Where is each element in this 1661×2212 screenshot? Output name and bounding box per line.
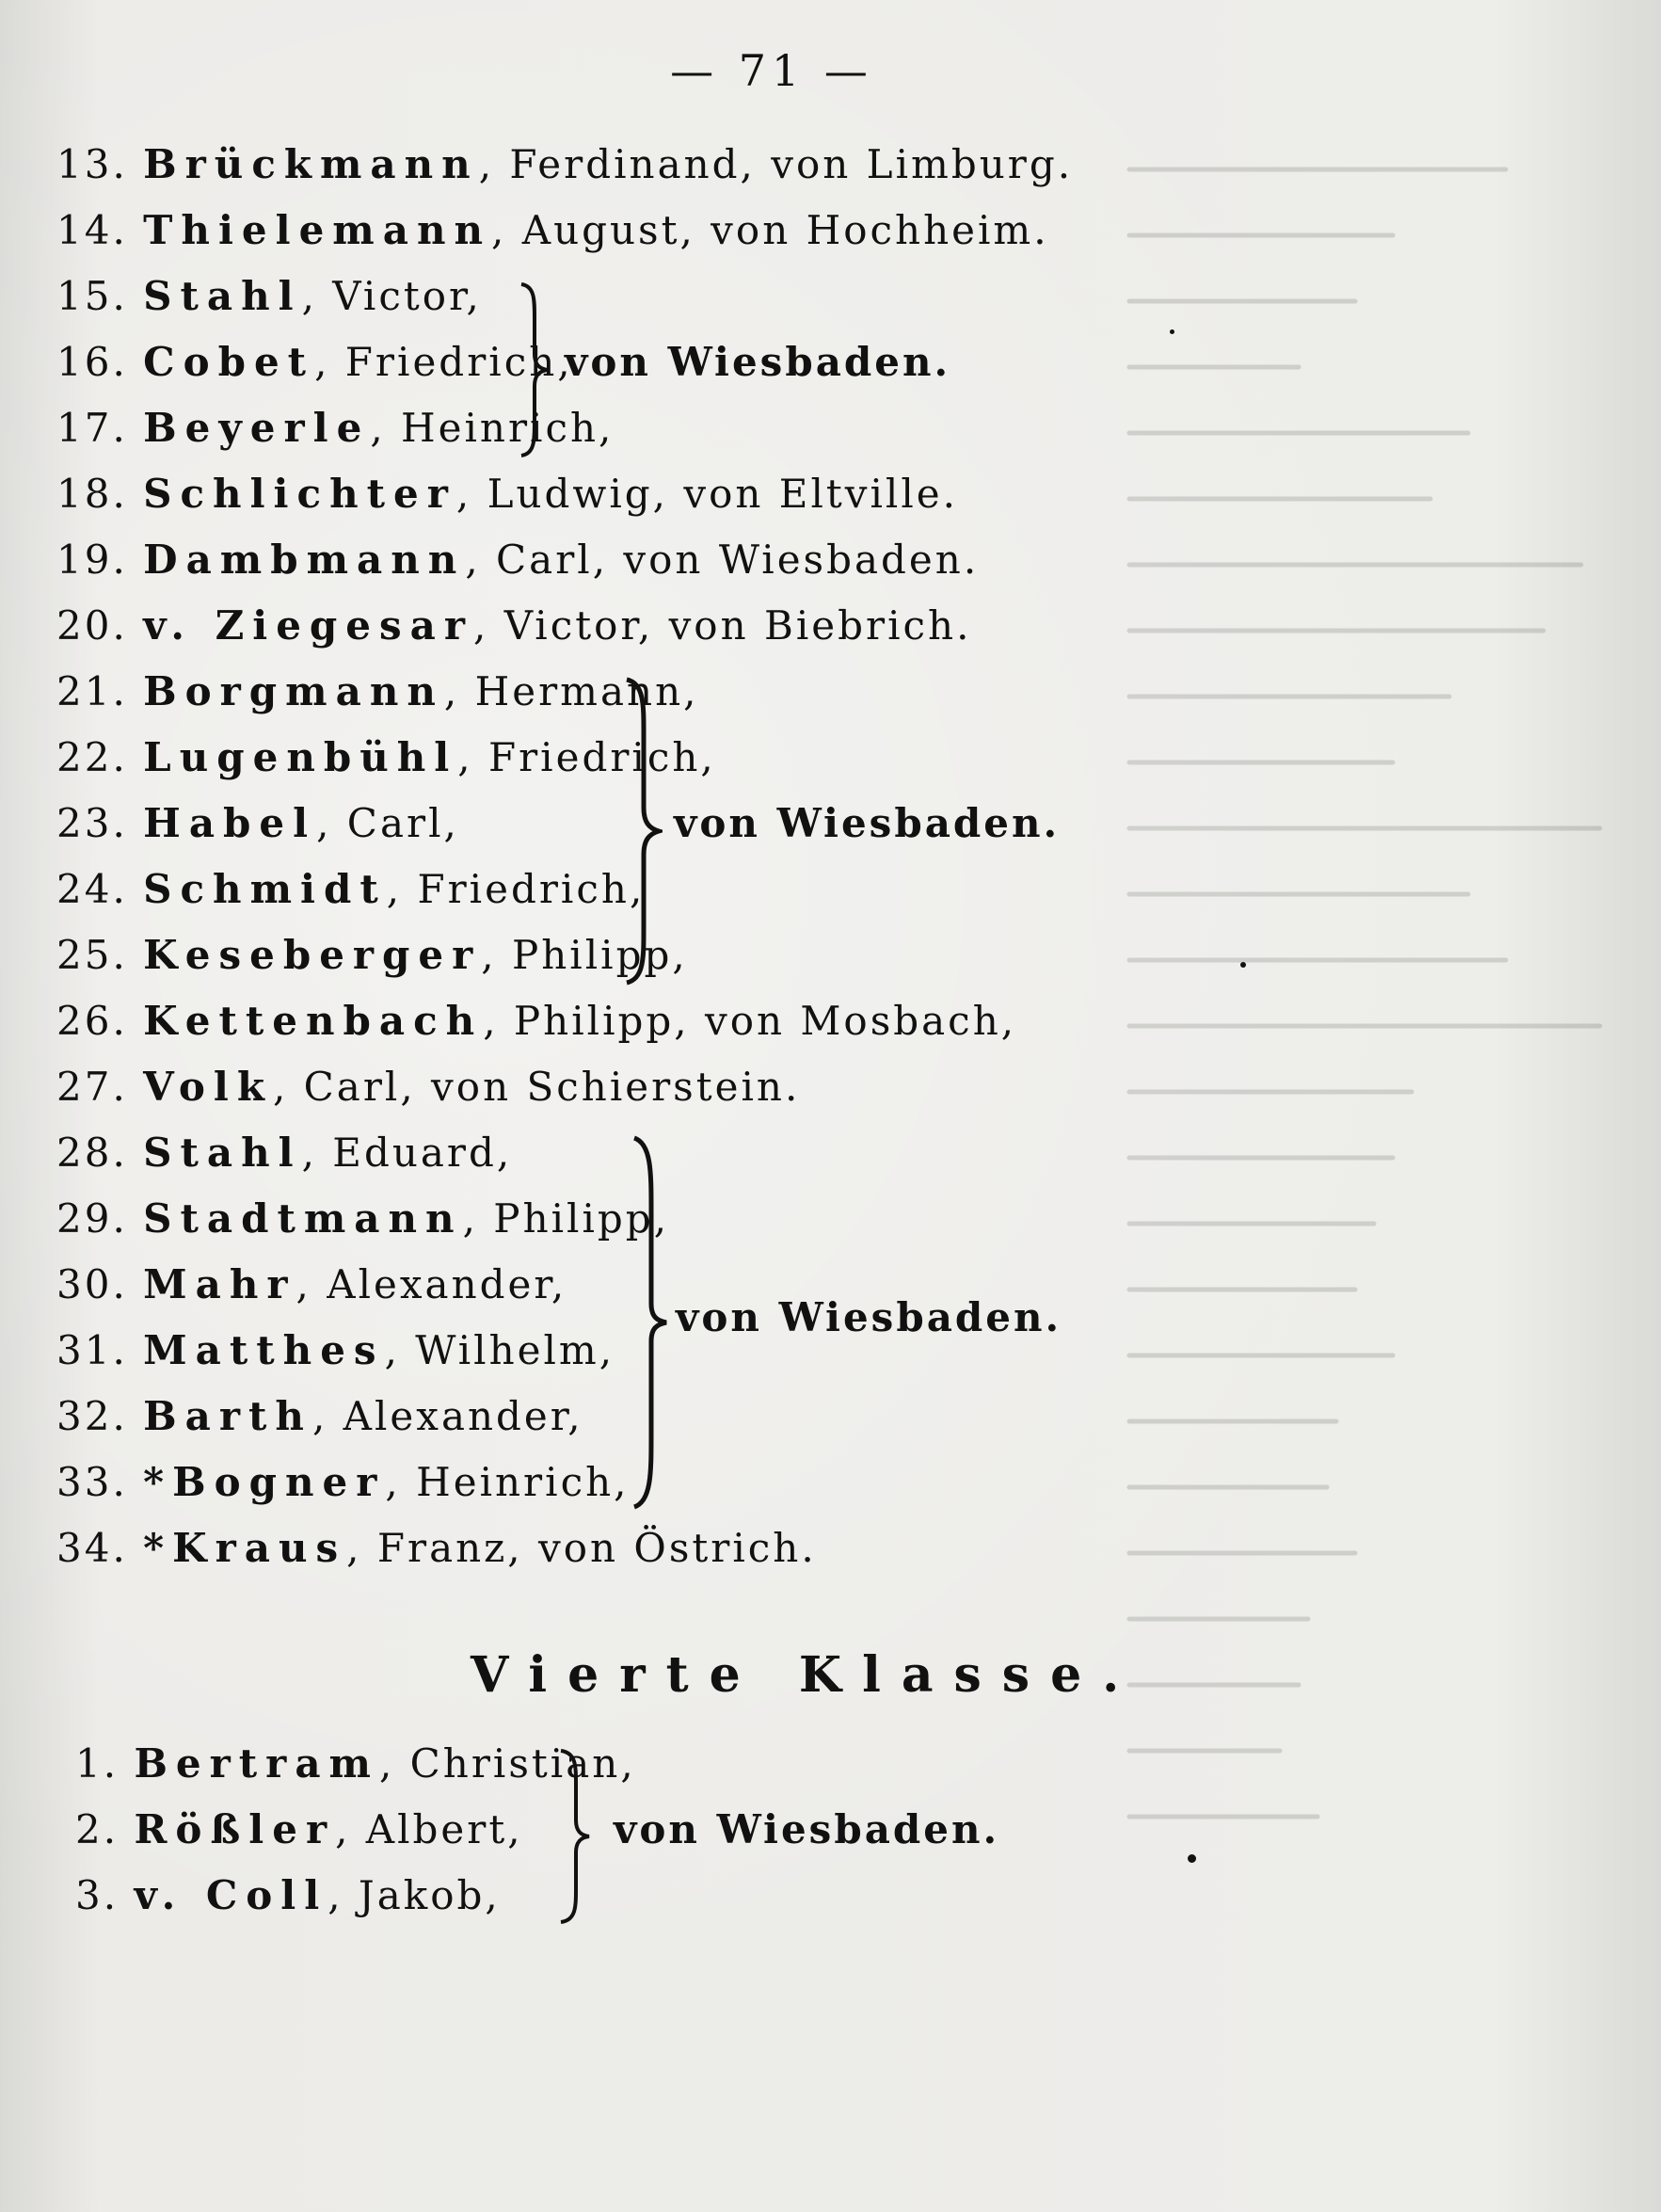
list-item [56,1059,800,1115]
entry-surname: v. Coll [134,1872,328,1918]
entry-details: , Wilhelm, [384,1327,615,1373]
entry-details: , Heinrich, [370,405,615,451]
list-item [56,1322,615,1379]
entry-details: , Friedrich, [314,339,573,385]
entry-details: , Christian, [378,1740,636,1787]
entry-surname: v. Ziegesar [143,602,473,649]
entry-details: , Ludwig, von Eltville. [455,471,958,517]
entry-details: , Ferdinand, von Limburg. [478,141,1074,187]
list-item [56,334,573,391]
entry-surname: Stahl [143,1130,302,1176]
entry-surname: Volk [143,1064,273,1110]
list-item [56,993,1016,1050]
entry-details: , Philipp, [481,932,688,978]
entry-number: 26. [56,998,128,1044]
brace-label-residence: von Wiesbaden. [565,339,951,385]
entry-details: , Heinrich, [385,1459,630,1505]
brace-label-residence: von Wiesbaden. [614,1806,1000,1852]
entry-number: 18. [56,471,128,517]
entry-number: 21. [56,668,128,714]
entry-surname: Mahr [143,1261,296,1307]
entry-number: 24. [56,866,128,912]
entry-number: 29. [56,1195,128,1242]
entry-details: , Alexander, [295,1261,567,1307]
list-item [56,202,1049,259]
entry-surname: Barth [143,1393,312,1439]
entry-number: 30. [56,1261,128,1307]
entry-number: 34. [56,1525,128,1571]
list-item [75,1802,523,1858]
section-heading: Vierte Klasse. [471,1646,1141,1704]
entry-details: , Albert, [335,1806,523,1852]
brace-label-residence: von Wiesbaden. [674,800,1061,846]
ink-speck [1188,1854,1196,1863]
entry-surname: Lugenbühl [143,734,458,780]
list-item [56,1125,512,1181]
entry-surname: Habel [143,800,317,846]
list-item [56,1191,669,1247]
list-item [75,1736,636,1792]
ink-speck [1170,329,1174,334]
list-item [56,861,645,918]
entry-details: , Victor, [301,273,482,319]
entry-surname: Borgmann [143,668,444,714]
entry-surname: Schlichter [143,471,456,517]
list-item [56,927,688,984]
list-item [56,664,698,720]
list-item [56,532,979,588]
entry-surname: Stahl [143,273,302,319]
entry-number: 17. [56,405,128,451]
list-item [56,729,716,786]
list-item [56,1520,817,1577]
entry-surname: Dambmann [143,537,466,583]
entry-number: 20. [56,602,128,649]
entry-number: 23. [56,800,128,846]
entry-details: , Friedrich, [386,866,646,912]
entry-surname: Kettenbach [143,998,484,1044]
entry-number: 13. [56,141,128,187]
entry-details: , Carl, [316,800,459,846]
entry-surname: Stadtmann [143,1195,463,1242]
curly-brace [629,1134,670,1511]
list-item [56,268,482,325]
list-item [56,1454,630,1511]
list-item [56,598,971,654]
list-item [56,466,958,522]
entry-surname: Schmidt [143,866,387,912]
entry-number: 16. [56,339,128,385]
entry-surname: Beyerle [143,405,371,451]
entry-number: 31. [56,1327,128,1373]
entry-number: 1. [75,1740,120,1787]
entry-details: , Victor, von Biebrich. [473,602,972,649]
entry-number: 33. [56,1459,128,1505]
entry-number: 15. [56,273,128,319]
entry-surname: *Kraus [143,1525,347,1571]
page-number: — 71 — [670,45,873,96]
entry-details: , Alexander, [311,1393,583,1439]
list-item [56,1388,583,1445]
entry-number: 25. [56,932,128,978]
list-item [56,136,1073,193]
entry-number: 19. [56,537,128,583]
ink-speck [1240,962,1246,968]
curly-brace [516,281,553,459]
show-through-texture [1110,132,1637,1920]
entry-details: , Philipp, von Mosbach, [483,998,1017,1044]
brace-label-residence: von Wiesbaden. [676,1294,1062,1340]
entry-surname: Cobet [143,339,315,385]
entry-number: 27. [56,1064,128,1110]
entry-number: 14. [56,207,128,253]
entry-details: , Carl, von Wiesbaden. [465,537,980,583]
entry-surname: Rößler [134,1806,336,1852]
entry-surname: Matthes [143,1327,385,1373]
entry-surname: Bertram [134,1740,379,1787]
entry-number: 28. [56,1130,128,1176]
entry-details: , August, von Hochheim. [491,207,1049,253]
entry-details: , Hermann, [443,668,699,714]
list-item [56,1257,567,1313]
entry-number: 22. [56,734,128,780]
entry-details: , Friedrich, [457,734,716,780]
entry-surname: Brückmann [143,141,479,187]
entry-details: , Philipp, [462,1195,670,1242]
curly-brace [555,1747,595,1926]
list-item [75,1867,501,1924]
curly-brace [621,676,663,986]
entry-details: , Carl, von Schierstein. [272,1064,801,1110]
entry-details: , Franz, von Östrich. [346,1525,817,1571]
list-item [56,795,459,852]
entry-surname: Keseberger [143,932,482,978]
entry-details: , Jakob, [327,1872,501,1918]
entry-number: 3. [75,1872,120,1918]
entry-details: , Eduard, [301,1130,513,1176]
entry-surname: *Bogner [143,1459,386,1505]
entry-number: 2. [75,1806,120,1852]
entry-surname: Thielemann [143,207,492,253]
entry-number: 32. [56,1393,128,1439]
